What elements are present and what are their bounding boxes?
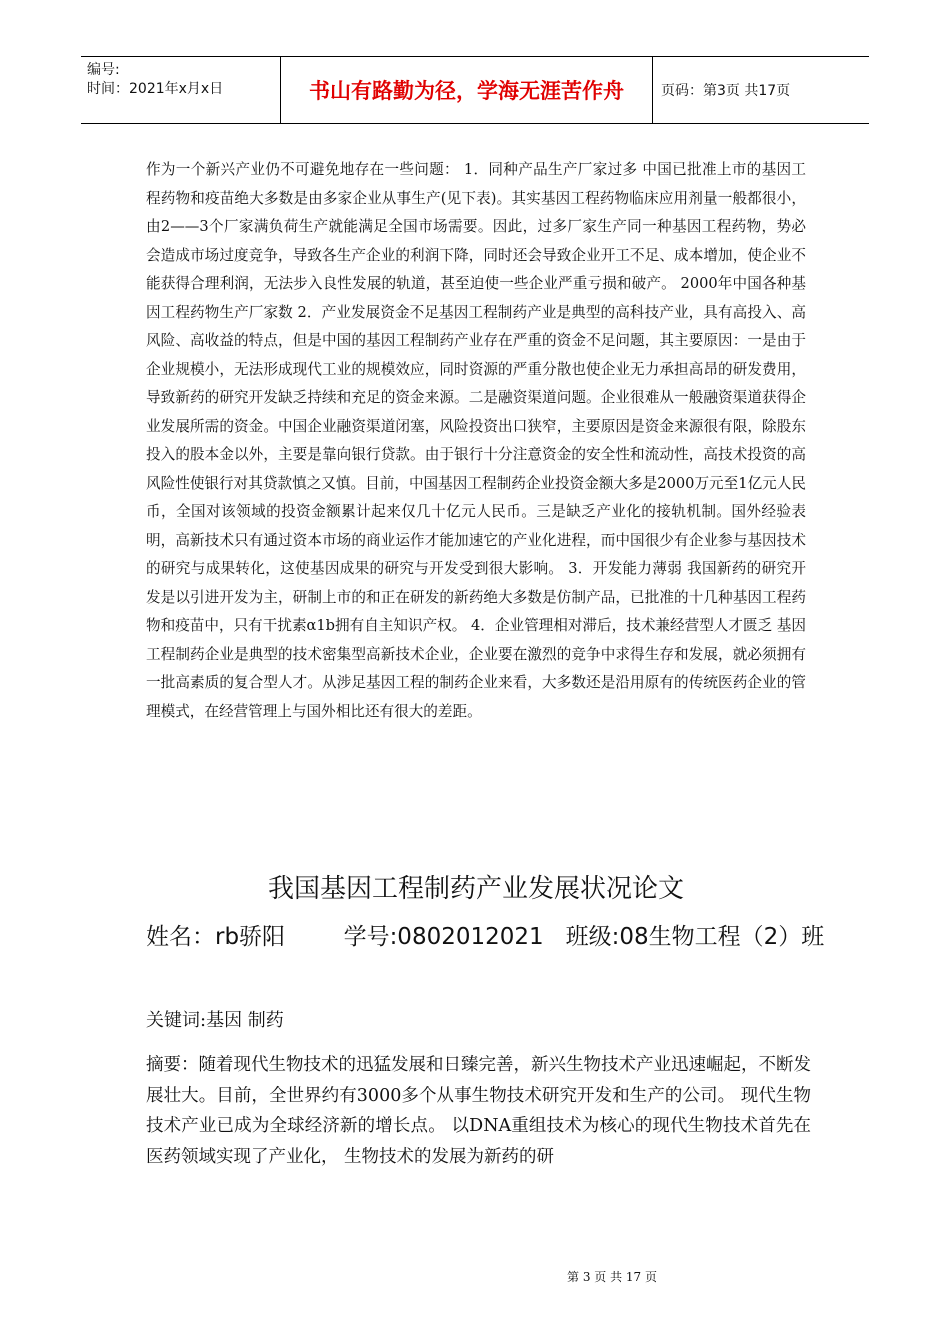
number-label: 编号: [87, 62, 120, 78]
student-id: 学号:0802012021 [343, 924, 544, 950]
header-meta [81, 57, 281, 123]
body-paragraph: 作为一个新兴产业仍不可避免地存在一些问题： 1．同种产品生产厂家过多 中国已批准上市的基因工程药物和疫苗绝大多数是由多家企业从事生产(见下表)。其实基因工程药物临床应用剂量一般都很小，由2——3个厂家满负荷生产就能满足全国市场需要。因此，过多厂家生产同一种基因工程药物，势必会造成市场过度竞争，导致各生产企业的利润下降，同时还会导致企业开工不足、成本增加，使企业不能获得合理利润，无法步入良性发展的轨道，甚至迫使一些企业严重亏损和破产。 2000年中国各种基因工程药物生产厂家数 2．产业发展资金不足基因工程制药产业是典型的高科技产业，具有高投入、高风险、高收益的特点，但是中国的基因工程制药产业存在严重的资金不足问题，其主要原因：一是由于企业规模小，无法形成现代工业的规模效应，同时资源的严重分散也使企业无力承担高昂的研发费用，导致新药的研究开发缺乏持续和充足的资金来源。二是融资渠道问题。企业很难从一般融资渠道获得企业发展所需的资金。中国企业融资渠道闭塞，风险投资出口狭窄，主要原因是资金来源很有限，除股东投入的股本金以外，主要是靠向银行贷款。由于银行十分注意资金的安全性和流动性，高技术投资的高风险性使银行对其贷款慎之又慎。目前，中国基因工程制药企业投资金额大多是2000万元至1亿元人民币，全国对该领域的投资金额累计起来仅几十亿元人民币。三是缺乏产业化的接轨机制。国外经验表明，高新技术只有通过资本市场的商业运作才能加速它的产业化进程，而中国很少有企业参与基因技术的研究与成果转化，这使基因成果的研究与开发受到很大影响。 3．开发能力薄弱 我国新药的研究开发是以引进开发为主，研制上市的和正在研发的新药绝大多数是仿制产品，已批准的十几种基因工程药物和疫苗中，只有干扰素α1b拥有自主知识产权。 4．企业管理相对滞后，技术兼经营型人才匮乏 基因工程制药企业是典型的技术密集型高新技术企业，企业要在激烈的竞争中求得生存和发展，就必须拥有一批高素质的复合型人才。从涉足基因工程的制药企业来看，大多数还是沿用原有的传统医药企业的管理模式，在经营管理上与国外相比还有很大的差距。 [146, 161, 806, 720]
keywords: 关键词:基因 制药 [146, 1010, 284, 1031]
class-info: 班级:08生物工程（2）班 [565, 924, 825, 950]
paper-title: 我国基因工程制药产业发展状况论文 [267, 874, 684, 904]
header-motto: 书山有路勤为径，学海无涯苦作舟 [281, 57, 653, 123]
page-header [81, 56, 869, 124]
author-info [146, 922, 826, 953]
author-name: 姓名：rb骄阳 [146, 924, 286, 950]
time-label: 时间：2021年x月x日 [87, 81, 224, 97]
header-page-info: 页码：第3页 共17页 [661, 83, 791, 99]
abstract: 摘要：随着现代生物技术的迅猛发展和日臻完善，新兴生物技术产业迅速崛起，不断发展壮大。目前，全世界约有3000多个从事生物技术研究开发和生产的公司。 现代生物技术产业已成为全球经济新的增长点。 以DNA重组技术为核心的现代生物技术首先在医药领域实现了产业化， 生物技术的发展为新药的研 [146, 1055, 811, 1167]
page-footer: 第 3 页 共 17 页 [567, 1270, 657, 1284]
